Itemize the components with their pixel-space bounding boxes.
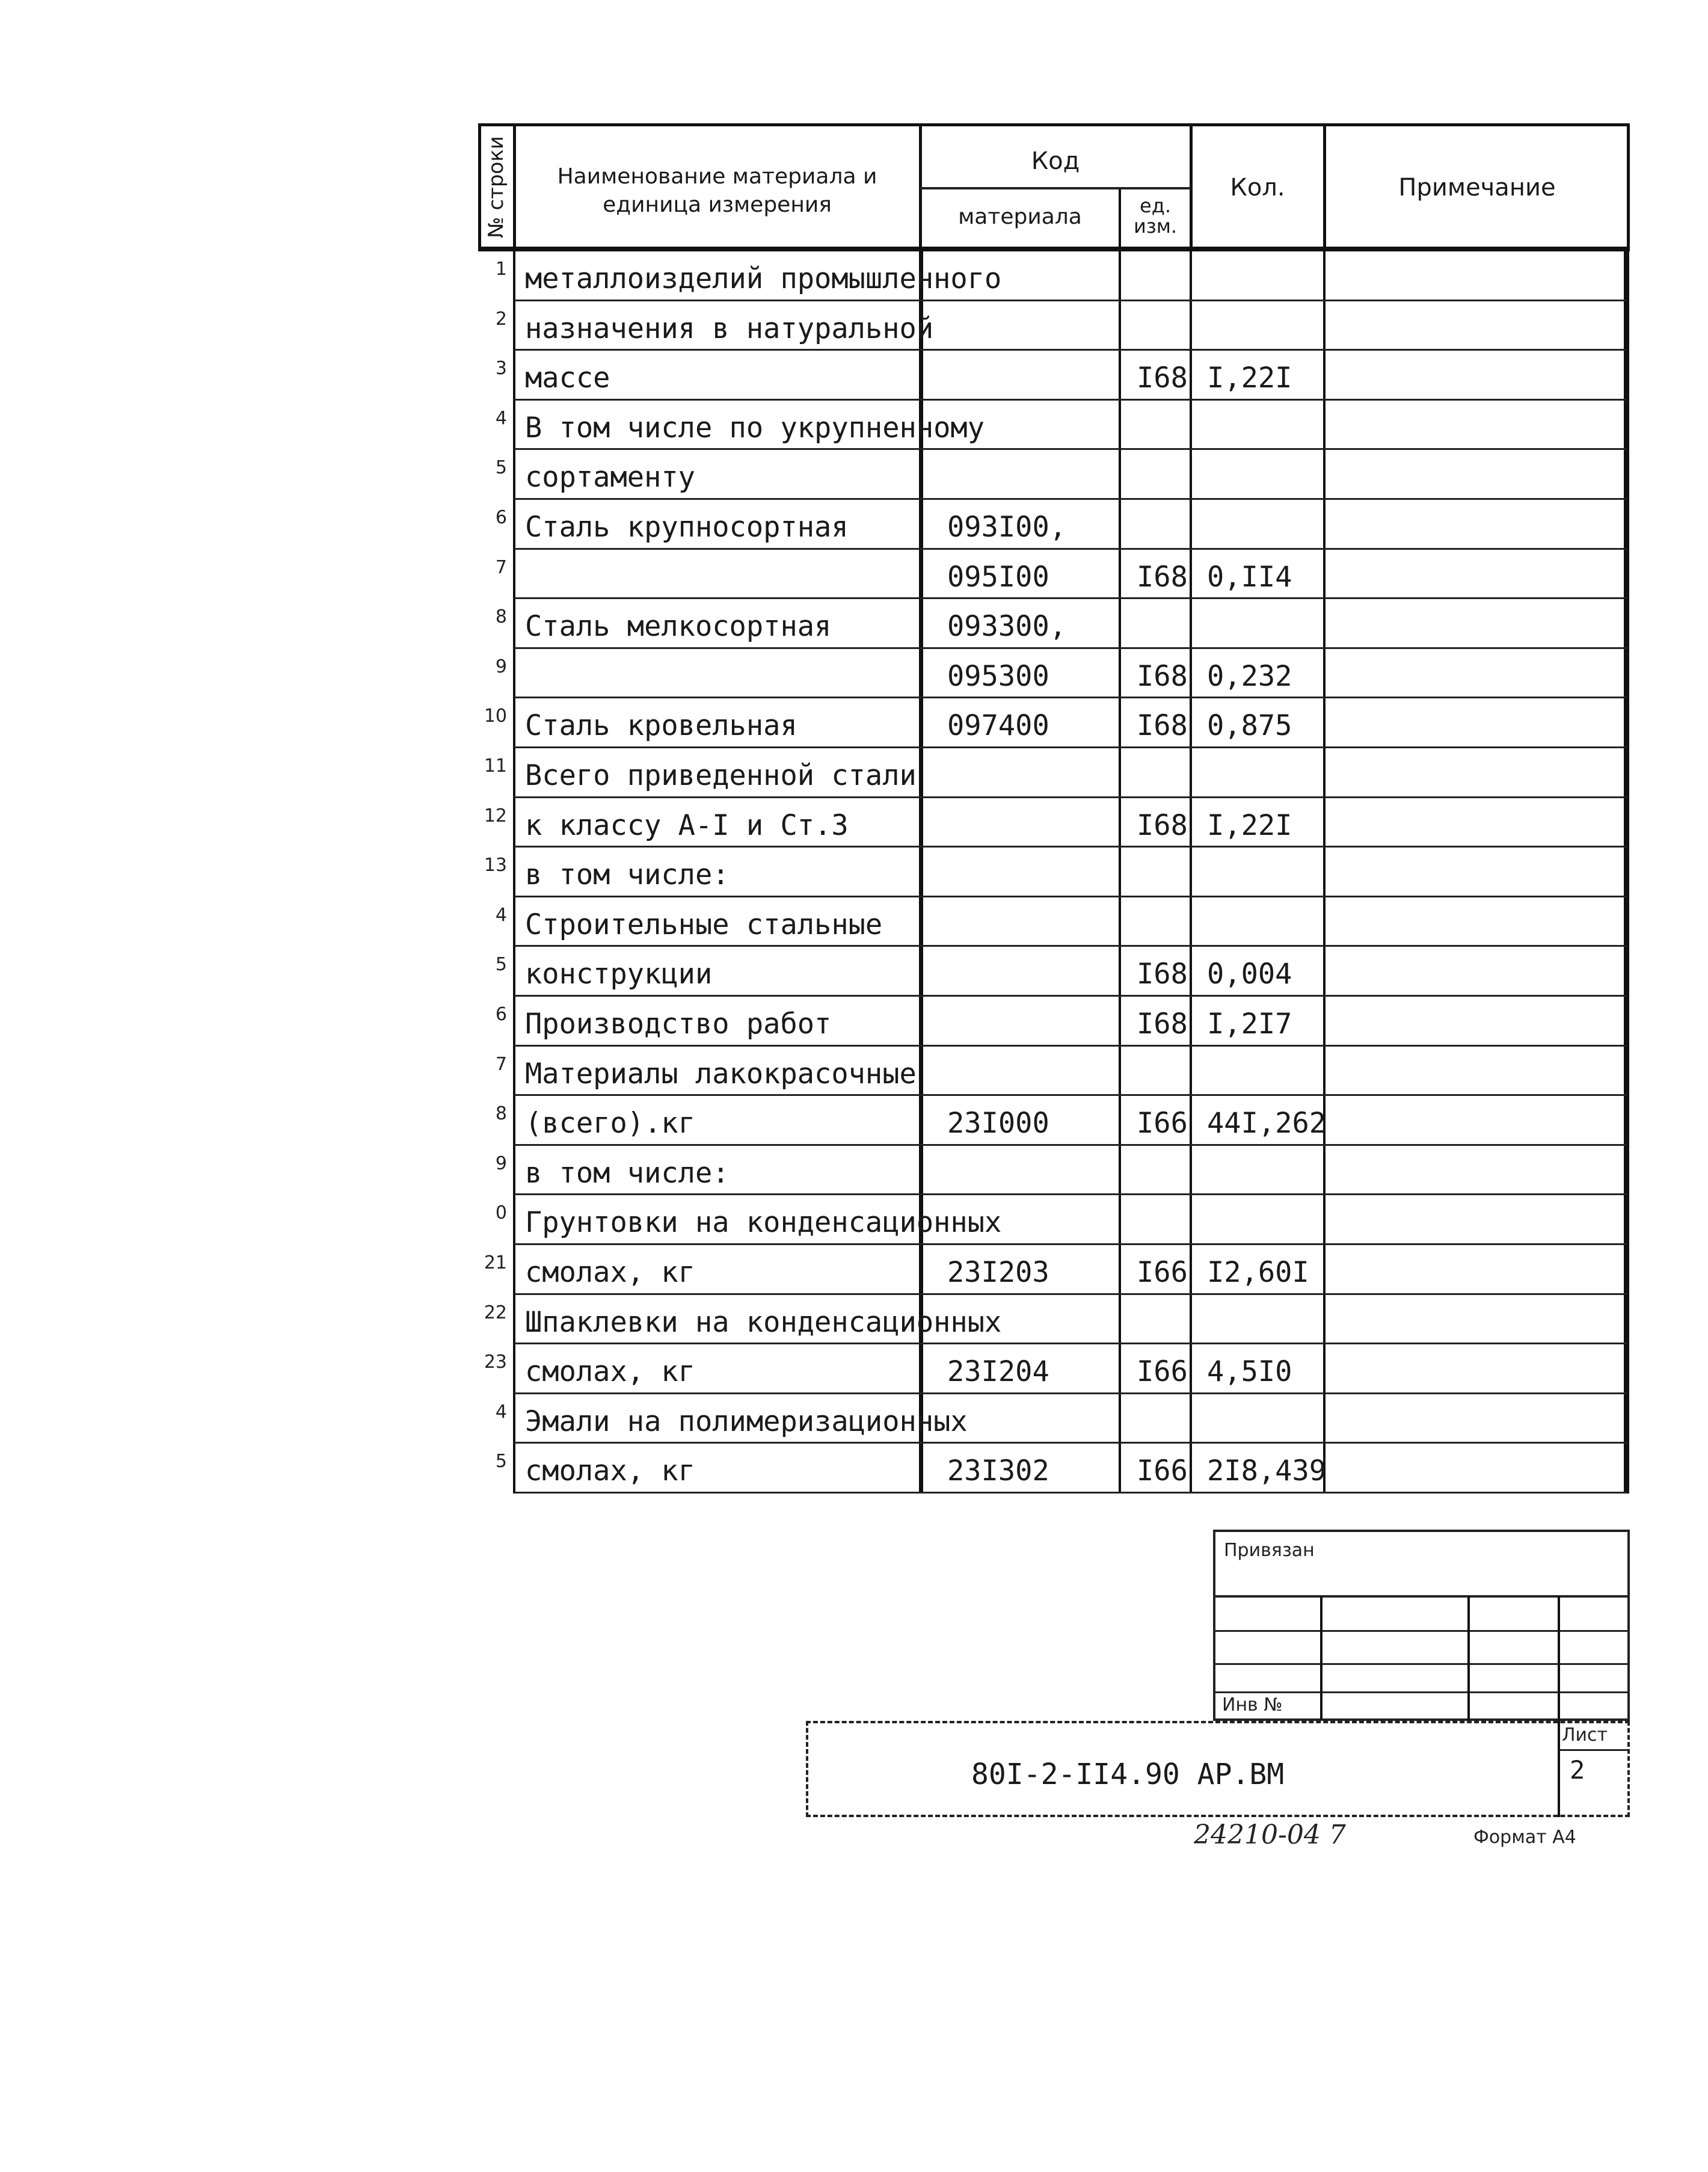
code-header: Код <box>1031 147 1080 175</box>
material-code: 23I302 <box>947 1454 1049 1488</box>
quantity: 44I,262 <box>1207 1107 1327 1140</box>
material-name: массе <box>525 361 610 395</box>
material-name: назначения в натуральной <box>525 312 934 345</box>
table-row <box>478 599 1630 649</box>
material-name: Эмали на полимеризационных <box>525 1404 968 1438</box>
quantity: 4,5I0 <box>1207 1355 1292 1389</box>
name-header-line1: Наименование материала и <box>557 164 877 189</box>
material-name: Грунтовки на конденсационных <box>525 1206 1002 1240</box>
archive-number: 24210-04 7 <box>1194 1820 1346 1850</box>
name-header-line2: единица измерения <box>603 192 832 217</box>
material-code: 093I00, <box>947 511 1067 544</box>
table-row <box>478 997 1630 1047</box>
unit-header-line1: ед. <box>1140 194 1171 217</box>
row-number: 22 <box>484 1302 507 1323</box>
table-row <box>478 848 1630 897</box>
row-number: 6 <box>495 507 507 528</box>
materials-table <box>478 123 1630 1494</box>
table-row <box>478 401 1630 451</box>
unit-header-line2: изм. <box>1133 215 1178 238</box>
table-row <box>478 1394 1630 1444</box>
unit-code: I66 <box>1137 1107 1188 1140</box>
material-name: Сталь крупносортная <box>525 511 849 544</box>
table-row <box>478 897 1630 947</box>
table-row <box>478 798 1630 848</box>
table-row <box>478 947 1630 997</box>
material-name: в том числе: <box>525 1156 730 1190</box>
material-name: В том числе по укрупненному <box>525 411 985 445</box>
material-name: сортаменту <box>525 461 695 494</box>
table-row <box>478 1444 1630 1494</box>
material-code: 093300, <box>947 610 1067 644</box>
material-name: конструкции <box>525 958 713 991</box>
material-code: 23I203 <box>947 1256 1049 1289</box>
material-name: смолах, кг <box>525 1256 695 1289</box>
material-name: металлоизделий промышленного <box>525 262 1002 295</box>
unit-code: I68 <box>1137 709 1188 743</box>
table-row <box>478 1295 1630 1345</box>
quantity-header: Кол. <box>1230 174 1285 202</box>
row-number: 13 <box>484 855 507 876</box>
table-row <box>478 698 1630 748</box>
row-number: 7 <box>495 556 507 578</box>
material-code: 095I00 <box>947 560 1049 594</box>
unit-code: I68 <box>1137 361 1188 395</box>
table-row <box>478 500 1630 550</box>
material-name: в том числе: <box>525 858 730 892</box>
unit-code: I68 <box>1137 1008 1188 1041</box>
unit-code: I66 <box>1137 1355 1188 1389</box>
row-number: 0 <box>495 1202 507 1224</box>
row-number: 4 <box>495 407 507 429</box>
row-number: 7 <box>495 1053 507 1075</box>
table-row <box>478 1344 1630 1394</box>
row-number: 8 <box>495 606 507 628</box>
row-number: 2 <box>495 308 507 330</box>
material-code: 095300 <box>947 659 1049 693</box>
unit-code: I68 <box>1137 808 1188 842</box>
unit-code: I66 <box>1137 1454 1188 1488</box>
material-code-header: материала <box>958 205 1082 229</box>
material-name: к классу А-I и Ст.3 <box>525 808 849 842</box>
row-number: 5 <box>495 954 507 976</box>
table-row <box>478 1047 1630 1097</box>
row-number: 9 <box>495 1152 507 1174</box>
quantity: 2I8,439 <box>1207 1454 1327 1488</box>
row-number: 5 <box>495 1451 507 1472</box>
material-name: (всего).кг <box>525 1107 695 1140</box>
row-number: 6 <box>495 1004 507 1025</box>
sheet-label: Лист <box>1562 1724 1608 1746</box>
row-number: 3 <box>495 358 507 380</box>
row-number: 4 <box>495 1401 507 1423</box>
quantity: 0,875 <box>1207 709 1292 743</box>
row-number: 11 <box>484 755 507 777</box>
quantity: I,22I <box>1207 808 1292 842</box>
bound-label: Привязан <box>1224 1540 1315 1561</box>
table-row <box>478 1195 1630 1245</box>
material-name: Материалы лакокрасочные <box>525 1057 917 1091</box>
inventory-number-label: Инв № <box>1222 1694 1283 1715</box>
material-name: Сталь мелкосортная <box>525 610 832 644</box>
row-number: 8 <box>495 1103 507 1125</box>
unit-code: I68 <box>1137 659 1188 693</box>
row-number: 9 <box>495 656 507 677</box>
material-code: 097400 <box>947 709 1049 743</box>
material-code: 23I000 <box>947 1107 1049 1140</box>
unit-code: I66 <box>1137 1256 1188 1289</box>
row-number-header-label: № строки <box>484 136 508 238</box>
table-row <box>478 649 1630 699</box>
table-row <box>478 1096 1630 1146</box>
table-row <box>478 450 1630 500</box>
format-label: Формат А4 <box>1473 1827 1576 1848</box>
row-number: 23 <box>484 1352 507 1373</box>
table-row <box>478 251 1630 301</box>
material-name: смолах, кг <box>525 1454 695 1488</box>
material-name: Сталь кровельная <box>525 709 797 743</box>
table-row <box>478 351 1630 401</box>
row-number: 10 <box>484 706 507 727</box>
material-name: Всего приведенной стали <box>525 759 917 792</box>
table-row <box>478 1245 1630 1295</box>
material-name: Шпаклевки на конденсационных <box>525 1305 1002 1339</box>
material-code: 23I204 <box>947 1355 1049 1389</box>
note-header: Примечание <box>1398 174 1556 202</box>
table-row <box>478 301 1630 351</box>
row-number-header <box>478 123 514 251</box>
unit-code: I68 <box>1137 958 1188 991</box>
row-number: 12 <box>484 805 507 826</box>
unit-code: I68 <box>1137 560 1188 594</box>
row-number: 21 <box>484 1252 507 1273</box>
quantity: I,22I <box>1207 361 1292 395</box>
sheet-number: 2 <box>1570 1755 1585 1785</box>
quantity: 0,004 <box>1207 958 1292 991</box>
table-row <box>478 748 1630 798</box>
row-number: 4 <box>495 904 507 926</box>
row-number: 5 <box>495 457 507 479</box>
document-code: 80I-2-II4.90 АР.ВМ <box>971 1758 1285 1791</box>
quantity: I,2I7 <box>1207 1008 1292 1041</box>
material-name: смолах, кг <box>525 1355 695 1389</box>
quantity: 0,232 <box>1207 659 1292 693</box>
table-row <box>478 1146 1630 1196</box>
quantity: I2,60I <box>1207 1256 1309 1289</box>
table-row <box>478 550 1630 600</box>
quantity: 0,II4 <box>1207 560 1292 594</box>
material-name: Строительные стальные <box>525 908 883 941</box>
row-number: 1 <box>495 259 507 280</box>
material-name: Производство работ <box>525 1008 832 1041</box>
